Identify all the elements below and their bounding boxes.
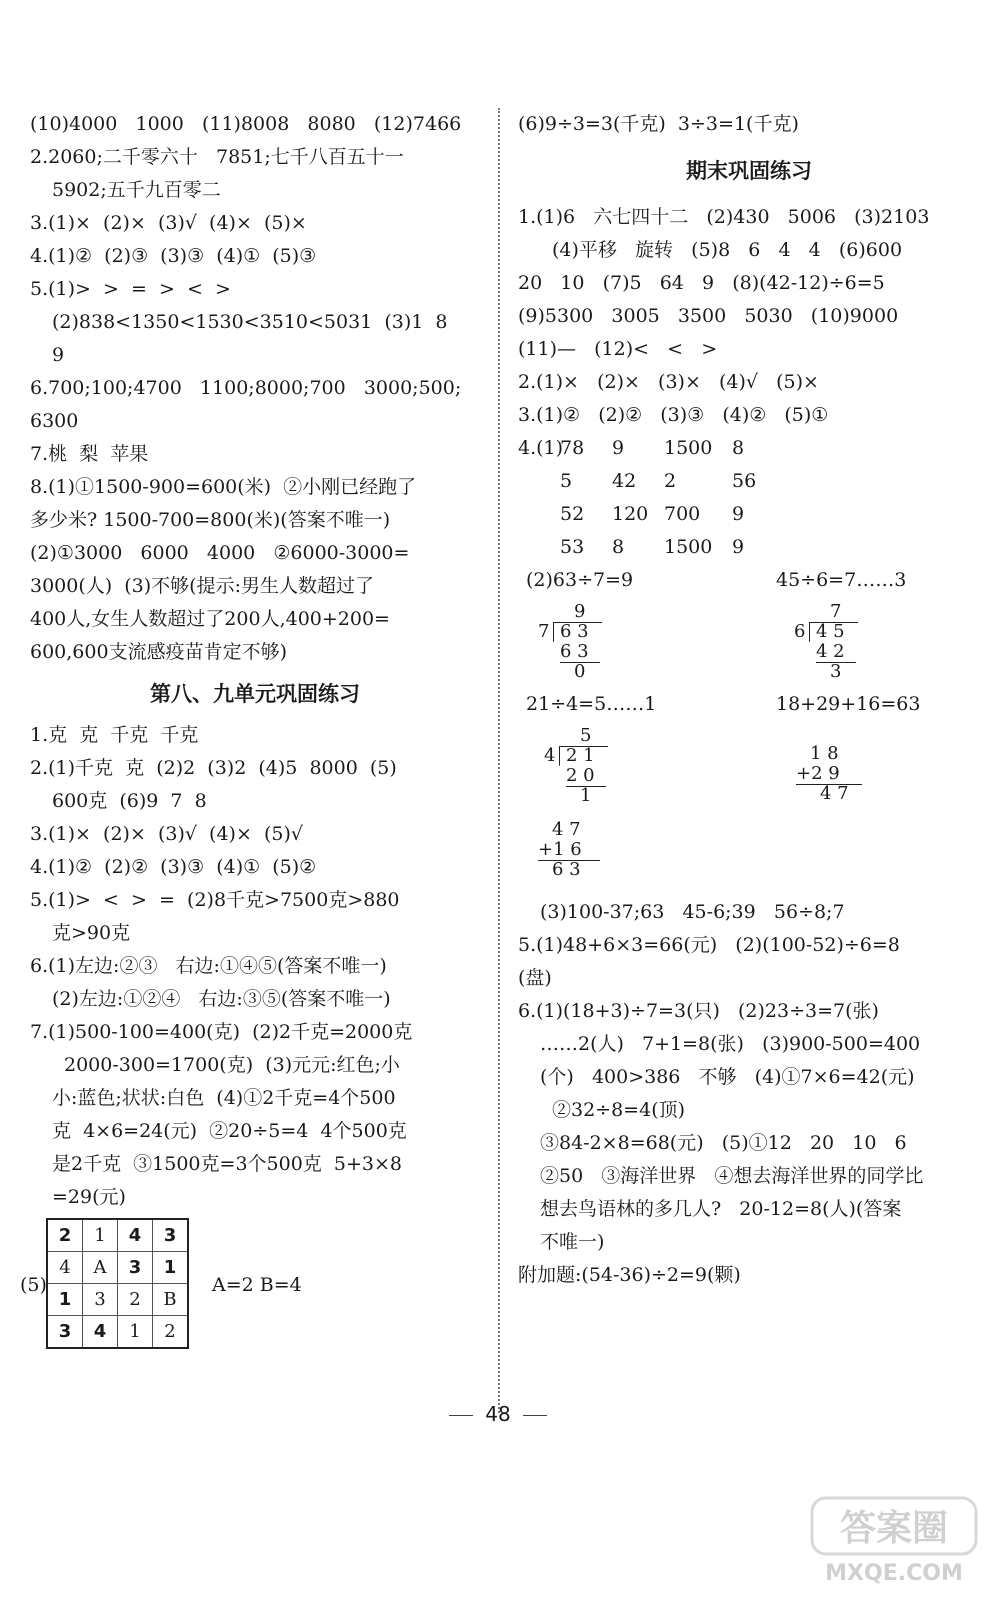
left-column <box>20 108 480 1368</box>
section-heading: 期末巩固练习 <box>686 159 812 183</box>
addend: 1 8 <box>810 743 839 764</box>
answer-line: 克 4×6=24(元) ②20÷5=4 4个500克 <box>52 1120 407 1142</box>
q4-cell: 42 <box>612 470 637 492</box>
remainder: 1 <box>580 785 592 806</box>
answer-line: 附加题:(54-36)÷2=9(颗) <box>518 1264 741 1286</box>
puzzle-label: (5) <box>20 1274 47 1296</box>
quotient: 7 <box>830 601 842 622</box>
answer-line: 5902;五千九百零二 <box>52 179 221 201</box>
answer-line: 克>90克 <box>52 922 131 944</box>
q4-cell: 1500 <box>664 437 713 459</box>
answer-line: 6.(1)左边:②③ 右边:①④⑤(答案不唯一) <box>30 955 387 977</box>
answer-line: 3000(人) (3)不够(提示:男生人数超过了 <box>30 575 374 597</box>
grid-cell: 4 <box>47 1252 83 1284</box>
answer-line: 6.(1)(18+3)÷7=3(只) (2)23÷3=7(张) <box>518 1000 879 1022</box>
answer-line: 多少米? 1500-700=800(米)(答案不唯一) <box>30 509 391 531</box>
answer-line: 3.(1)× (2)× (3)√ (4)× (5)√ <box>30 823 303 845</box>
partial-product: 4 2 <box>816 642 856 663</box>
answer-line: 9 <box>52 344 65 366</box>
q4-cell: 700 <box>664 503 701 525</box>
q4-cell: 78 <box>560 437 585 459</box>
answer-line: (2)左边:①②④ 右边:③⑤(答案不唯一) <box>52 988 391 1010</box>
q4-cell: 9 <box>732 536 745 558</box>
divisor: 6 <box>794 621 806 642</box>
watermark-url: MXQE.COM <box>825 1561 963 1586</box>
answer-line: ②50 ③海洋世界 ④想去海洋世界的同学比 <box>540 1165 924 1187</box>
answer-line: (盘) <box>518 967 552 989</box>
answer-line: ……2(人) 7+1=8(张) (3)900-500=400 <box>540 1033 921 1055</box>
answer-line: 不唯一) <box>540 1231 605 1253</box>
answer-line: (个) 400>386 不够 (4)①7×6=42(元) <box>540 1066 915 1088</box>
answer-line: (11)— (12)< < > <box>518 338 718 360</box>
answer-line: 想去鸟语林的多几人? 20-12=8(人)(答案 <box>540 1198 902 1220</box>
q4-cell: 8 <box>732 437 745 459</box>
divisor: 4 <box>544 745 556 766</box>
answer-line: 2.(1)× (2)× (3)× (4)√ (5)× <box>518 371 819 393</box>
answer-line: 20 10 (7)5 64 9 (8)(42-12)÷6=5 <box>518 272 885 294</box>
q4-cell: 9 <box>612 437 625 459</box>
grid-cell: 1 <box>83 1219 118 1252</box>
q4-cell: 53 <box>560 536 585 558</box>
answer-line: 4.(1)② (2)③ (3)③ (4)① (5)③ <box>30 245 317 267</box>
answer-line: (2)①3000 6000 4000 ②6000-3000= <box>30 542 410 564</box>
quotient: 9 <box>574 601 586 622</box>
dividend: 4 5 <box>816 621 845 642</box>
answer-line: 2000-300=1700(克) (3)元元:红色;小 <box>64 1054 400 1076</box>
equation: 18+29+16=63 <box>776 693 921 715</box>
sum: 6 3 <box>552 859 581 880</box>
q4-grid <box>518 432 980 564</box>
grid-cell: 3 <box>83 1284 118 1316</box>
answer-line: 4.(1)② (2)② (3)③ (4)① (5)② <box>30 856 317 878</box>
answer-line: (6)9÷3=3(千克) 3÷3=1(千克) <box>518 113 799 135</box>
grid-cell: B <box>153 1284 189 1316</box>
remainder: 3 <box>830 661 842 682</box>
page-number <box>0 1402 996 1426</box>
long-division <box>544 726 608 806</box>
remainder: 0 <box>574 661 586 682</box>
grid-cell: 4 <box>118 1219 153 1252</box>
column-divider <box>498 108 500 1413</box>
answer-line: 3.(1)② (2)② (3)③ (4)② (5)① <box>518 404 829 426</box>
answer-line: (10)4000 1000 (11)8008 8080 (12)7466 <box>30 113 462 135</box>
answer-line: (2)838<1350<1530<3510<5031 (3)1 8 <box>52 311 448 333</box>
partial-product: 2 0 <box>566 766 606 787</box>
answer-line: 7.(1)500-100=400(克) (2)2千克=2000克 <box>30 1021 413 1043</box>
answer-line: 5.(1)> > = > < > <box>30 278 231 300</box>
q4-cell: 9 <box>732 503 745 525</box>
q4-cell: 52 <box>560 503 585 525</box>
divisor: 7 <box>538 621 550 642</box>
section-heading: 第八、九单元巩固练习 <box>150 682 360 706</box>
answer-line: 7.桃 梨 苹果 <box>30 443 149 465</box>
q4-cell: 1500 <box>664 536 713 558</box>
equation: 45÷6=7……3 <box>776 569 907 591</box>
equation: 21÷4=5……1 <box>526 693 657 715</box>
answer-line: 6.700;100;4700 1100;8000;700 3000;500; <box>30 377 462 399</box>
answer-line: 2.2060;二千零六十 7851;七千八百五十一 <box>30 146 404 168</box>
vertical-addition <box>530 820 600 880</box>
vertical-addition <box>794 744 864 804</box>
grid-cell: 1 <box>47 1284 83 1316</box>
answer-line: 600克 (6)9 7 8 <box>52 790 207 812</box>
addend: +1 6 <box>538 840 600 861</box>
sudoku-puzzle <box>20 1218 480 1368</box>
q4-cell: 2 <box>664 470 677 492</box>
answer-line: 400人,女生人数超过了200人,400+200= <box>30 608 390 630</box>
calculation-area <box>518 564 980 896</box>
answer-line: 小:蓝色;状状:白色 (4)①2千克=4个500 <box>52 1087 396 1109</box>
right-column <box>518 108 980 1408</box>
answer-line: =29(元) <box>52 1186 126 1208</box>
answer-line: (4)平移 旋转 (5)8 6 4 4 (6)600 <box>552 239 903 261</box>
answer-line: 1.(1)6 六七四十二 (2)430 5006 (3)2103 <box>518 206 930 228</box>
dividend: 6 3 <box>560 621 589 642</box>
answer-line: ③84-2×8=68(元) (5)①12 20 10 6 <box>540 1132 907 1154</box>
sum: 4 7 <box>820 783 849 804</box>
grid-cell: 3 <box>118 1252 153 1284</box>
equation: (2)63÷7=9 <box>526 569 634 591</box>
answer-line: 8.(1)①1500-900=600(米) ②小刚已经跑了 <box>30 476 417 498</box>
answer-line: (3)100-37;63 45-6;39 56÷8;7 <box>540 901 845 923</box>
q4-cell: 5 <box>560 470 573 492</box>
sudoku-grid <box>46 1218 189 1349</box>
grid-cell: 3 <box>153 1219 189 1252</box>
answer-line: 6300 <box>30 410 79 432</box>
grid-cell: 1 <box>118 1316 153 1349</box>
q4-cell: 120 <box>612 503 649 525</box>
quotient: 5 <box>580 725 592 746</box>
grid-cell: 2 <box>153 1316 189 1349</box>
grid-cell: A <box>83 1252 118 1284</box>
partial-product: 6 3 <box>560 642 600 663</box>
grid-cell: 4 <box>83 1316 118 1349</box>
answer-line: 600,600支流感疫苗肯定不够) <box>30 641 287 663</box>
answer-line: 3.(1)× (2)× (3)√ (4)× (5)× <box>30 212 307 234</box>
q4-label: 4.(1) <box>518 437 564 459</box>
addend: 4 7 <box>552 819 581 840</box>
long-division <box>538 602 602 682</box>
q4-cell: 56 <box>732 470 757 492</box>
watermark-text: 答案圈 <box>839 1508 949 1549</box>
answer-line: 1.克 克 千克 千克 <box>30 724 199 746</box>
page-number-value: 48 <box>485 1402 511 1426</box>
puzzle-answer: A=2 B=4 <box>212 1274 302 1296</box>
watermark-logo <box>808 1492 980 1592</box>
answer-line: (9)5300 3005 3500 5030 (10)9000 <box>518 305 899 327</box>
long-division <box>794 602 858 682</box>
grid-cell: 3 <box>47 1316 83 1349</box>
answer-line: 5.(1)48+6×3=66(元) (2)(100-52)÷6=8 <box>518 934 900 956</box>
answer-line: 2.(1)千克 克 (2)2 (3)2 (4)5 8000 (5) <box>30 757 397 779</box>
grid-cell: 2 <box>47 1219 83 1252</box>
answer-line: 5.(1)> < > = (2)8千克>7500克>880 <box>30 889 400 911</box>
grid-cell: 1 <box>153 1252 189 1284</box>
addend: +2 9 <box>796 764 862 785</box>
answer-line: ②32÷8=4(顶) <box>552 1099 686 1121</box>
grid-cell: 2 <box>118 1284 153 1316</box>
answer-line: 是2千克 ③1500克=3个500克 5+3×8 <box>52 1153 402 1175</box>
q4-cell: 8 <box>612 536 625 558</box>
dividend: 2 1 <box>566 745 595 766</box>
